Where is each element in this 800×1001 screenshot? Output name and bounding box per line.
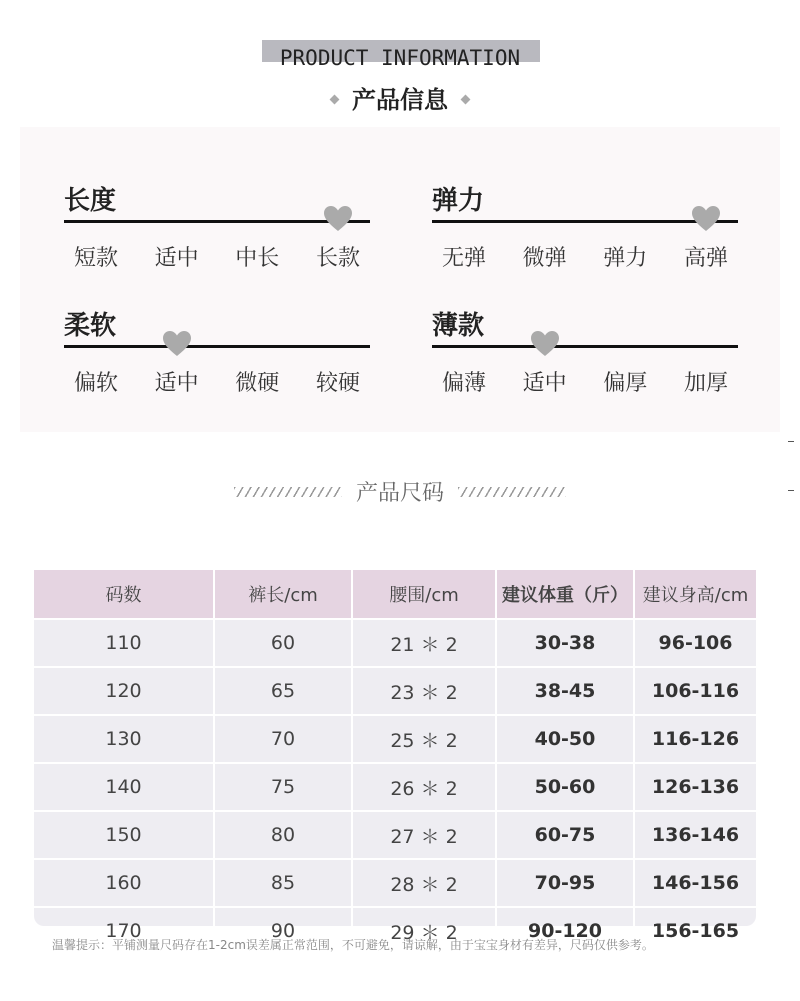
table-cell: 146-156 <box>634 859 756 907</box>
attribute-title: 柔软 <box>64 311 117 341</box>
attribute-title: 长度 <box>64 186 117 216</box>
level-label: 偏薄 <box>441 371 486 396</box>
level-label: 无弹 <box>441 246 486 271</box>
table-cell: 120 <box>34 667 214 715</box>
level-label: 高弹 <box>683 246 728 271</box>
attribute-scale <box>64 220 370 223</box>
column-header: 建议身高/cm <box>634 570 756 619</box>
title-cn: 产品信息 <box>352 86 448 114</box>
column-header: 建议体重（斤） <box>496 570 634 619</box>
level-label: 中长 <box>235 246 280 271</box>
level-label: 微硬 <box>235 371 280 396</box>
table-cell: 21 ＊ 2 <box>352 619 496 667</box>
level-label: 短款 <box>73 246 118 271</box>
attribute-scale <box>64 345 370 348</box>
size-section-title: 产品尺码 <box>355 481 444 506</box>
edge-tick <box>788 441 794 442</box>
level-label: 加厚 <box>683 371 728 396</box>
table-cell: 80 <box>214 811 352 859</box>
level-label: 偏软 <box>73 371 118 396</box>
level-label: 适中 <box>154 246 199 271</box>
attribute-levels <box>64 241 370 272</box>
table-cell: 90 <box>214 907 352 954</box>
table-cell: 140 <box>34 763 214 811</box>
size-note: 温馨提示：平铺测量尺码存在1-2cm误差属正常范围，不可避免，请谅解，由于宝宝身材有差异，尺码仅供参考。 <box>52 938 654 952</box>
level-label: 适中 <box>522 371 567 396</box>
attribute-title: 弹力 <box>432 186 485 216</box>
table-cell: 126-136 <box>634 763 756 811</box>
table-row <box>34 667 756 715</box>
attribute-thickness <box>432 305 738 397</box>
level-label: 微弹 <box>522 246 567 271</box>
table-cell: 90-120 <box>496 907 634 954</box>
level-label: 弹力 <box>603 246 648 271</box>
attribute-scale <box>432 220 738 223</box>
table-row <box>34 859 756 907</box>
table-cell: 26 ＊ 2 <box>352 763 496 811</box>
table-cell: 150 <box>34 811 214 859</box>
table-cell: 25 ＊ 2 <box>352 715 496 763</box>
table-cell: 30-38 <box>496 619 634 667</box>
heart-icon <box>531 331 559 357</box>
table-cell: 27 ＊ 2 <box>352 811 496 859</box>
hatch-decoration <box>234 487 342 497</box>
table-cell: 70-95 <box>496 859 634 907</box>
table-cell: 60-75 <box>496 811 634 859</box>
table-cell: 65 <box>214 667 352 715</box>
table-cell: 96-106 <box>634 619 756 667</box>
table-cell: 110 <box>34 619 214 667</box>
attribute-scale <box>432 345 738 348</box>
table-row <box>34 619 756 667</box>
attribute-title: 薄款 <box>432 311 485 341</box>
table-cell: 70 <box>214 715 352 763</box>
table-cell: 85 <box>214 859 352 907</box>
table-cell: 38-45 <box>496 667 634 715</box>
attribute-length <box>64 180 370 272</box>
heart-icon <box>163 331 191 357</box>
size-table <box>34 570 756 944</box>
table-cell: 60 <box>214 619 352 667</box>
table-cell: 28 ＊ 2 <box>352 859 496 907</box>
level-label: 偏厚 <box>603 371 648 396</box>
table-row <box>34 811 756 859</box>
heart-icon <box>692 206 720 232</box>
table-cell: 75 <box>214 763 352 811</box>
column-header: 码数 <box>34 570 214 619</box>
level-label: 适中 <box>154 371 199 396</box>
column-header: 裤长/cm <box>214 570 352 619</box>
diamond-icon <box>461 94 471 104</box>
table-cell: 130 <box>34 715 214 763</box>
table-cell: 156-165 <box>634 907 756 954</box>
hatch-decoration <box>458 487 566 497</box>
table-row <box>34 715 756 763</box>
table-cell: 23 ＊ 2 <box>352 667 496 715</box>
level-label: 较硬 <box>315 371 360 396</box>
table-cell: 106-116 <box>634 667 756 715</box>
table-header-row <box>34 570 756 619</box>
attribute-elasticity <box>432 180 738 272</box>
heart-icon <box>324 206 352 232</box>
title-cn-row <box>0 80 800 115</box>
table-cell: 40-50 <box>496 715 634 763</box>
diamond-icon <box>330 94 340 104</box>
attribute-levels <box>432 241 738 272</box>
table-cell: 50-60 <box>496 763 634 811</box>
table-cell: 136-146 <box>634 811 756 859</box>
table-cell: 116-126 <box>634 715 756 763</box>
column-header: 腰围/cm <box>352 570 496 619</box>
table-cell: 160 <box>34 859 214 907</box>
table-row <box>34 763 756 811</box>
table-cell: 29 ＊ 2 <box>352 907 496 954</box>
attribute-levels <box>432 366 738 397</box>
level-label: 长款 <box>315 246 360 271</box>
attribute-softness <box>64 305 370 397</box>
table-cell: 170 <box>34 907 214 954</box>
size-section-title-row <box>0 476 800 507</box>
attribute-levels <box>64 366 370 397</box>
title-en: PRODUCT INFORMATION <box>279 46 521 70</box>
